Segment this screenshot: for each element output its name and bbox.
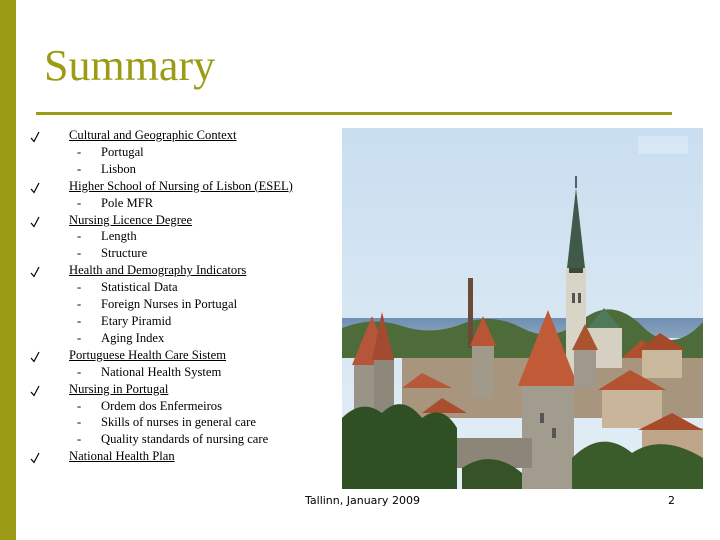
slide-left-accent-bar (0, 0, 16, 540)
sub-item-label: Skills of nurses in general care (101, 415, 256, 430)
sub-item-label: Statistical Data (101, 280, 178, 295)
summary-section (30, 448, 340, 465)
title-divider (36, 112, 672, 115)
dash-bullet: - (77, 246, 82, 261)
summary-section (30, 381, 340, 449)
dash-bullet: - (77, 297, 82, 312)
dash-bullet: - (77, 364, 82, 379)
sub-item (69, 431, 340, 448)
sub-item-label: Aging Index (101, 330, 165, 345)
sub-item-label: Pole MFR (101, 195, 154, 210)
sub-item-label: National Health System (101, 364, 222, 379)
sub-item (69, 195, 340, 212)
dash-bullet: - (77, 229, 82, 244)
tallinn-old-town-photo (342, 128, 703, 489)
section-title: Portuguese Health Care Sistem (69, 347, 227, 362)
sub-item-label: Quality standards of nursing care (101, 432, 269, 447)
summary-section (30, 212, 340, 263)
dash-bullet: - (77, 280, 82, 295)
checkmark-icon (30, 385, 40, 397)
sub-item-label: Ordem dos Enfermeiros (101, 398, 223, 413)
section-title: National Health Plan (69, 449, 175, 464)
dash-bullet: - (77, 144, 82, 159)
sub-item-label: Portugal (101, 144, 144, 159)
checkmark-icon (30, 266, 40, 278)
dash-bullet: - (77, 161, 82, 176)
dash-bullet: - (77, 313, 82, 328)
checkmark-icon (30, 182, 40, 194)
sub-item (69, 161, 340, 178)
sub-item (69, 228, 340, 245)
page-number: 2 (668, 494, 675, 507)
sub-item (69, 313, 340, 330)
summary-section (30, 262, 340, 347)
summary-list (30, 127, 340, 465)
summary-section (30, 347, 340, 381)
sub-item-label: Etary Piramid (101, 313, 172, 328)
dash-bullet: - (77, 432, 82, 447)
sub-item (69, 296, 340, 313)
checkmark-icon (30, 216, 40, 228)
slide-title: Summary (44, 41, 216, 90)
checkmark-icon (30, 131, 40, 143)
sub-item (69, 330, 340, 347)
section-title: Higher School of Nursing of Lisbon (ESEL) (69, 178, 293, 193)
summary-section (30, 127, 340, 178)
dash-bullet: - (77, 195, 82, 210)
sub-item-label: Structure (101, 246, 148, 261)
sub-item (69, 279, 340, 296)
section-title: Nursing Licence Degree (69, 212, 193, 227)
sub-item-label: Foreign Nurses in Portugal (101, 297, 238, 312)
checkmark-icon (30, 452, 40, 464)
section-title: Cultural and Geographic Context (69, 128, 237, 142)
dash-bullet: - (77, 415, 82, 430)
section-title: Health and Demography Indicators (69, 263, 247, 278)
sub-item (69, 364, 340, 381)
summary-section (30, 178, 340, 212)
dash-bullet: - (77, 330, 82, 345)
checkmark-icon (30, 351, 40, 363)
slide-footer: Tallinn, January 2009 (305, 494, 420, 507)
dash-bullet: - (77, 398, 82, 413)
sub-item (69, 398, 340, 415)
section-title: Nursing in Portugal (69, 381, 169, 396)
sub-item (69, 414, 340, 431)
sub-item (69, 144, 340, 161)
sub-item-label: Length (101, 229, 137, 244)
sub-item-label: Lisbon (101, 161, 136, 176)
sub-item (69, 245, 340, 262)
